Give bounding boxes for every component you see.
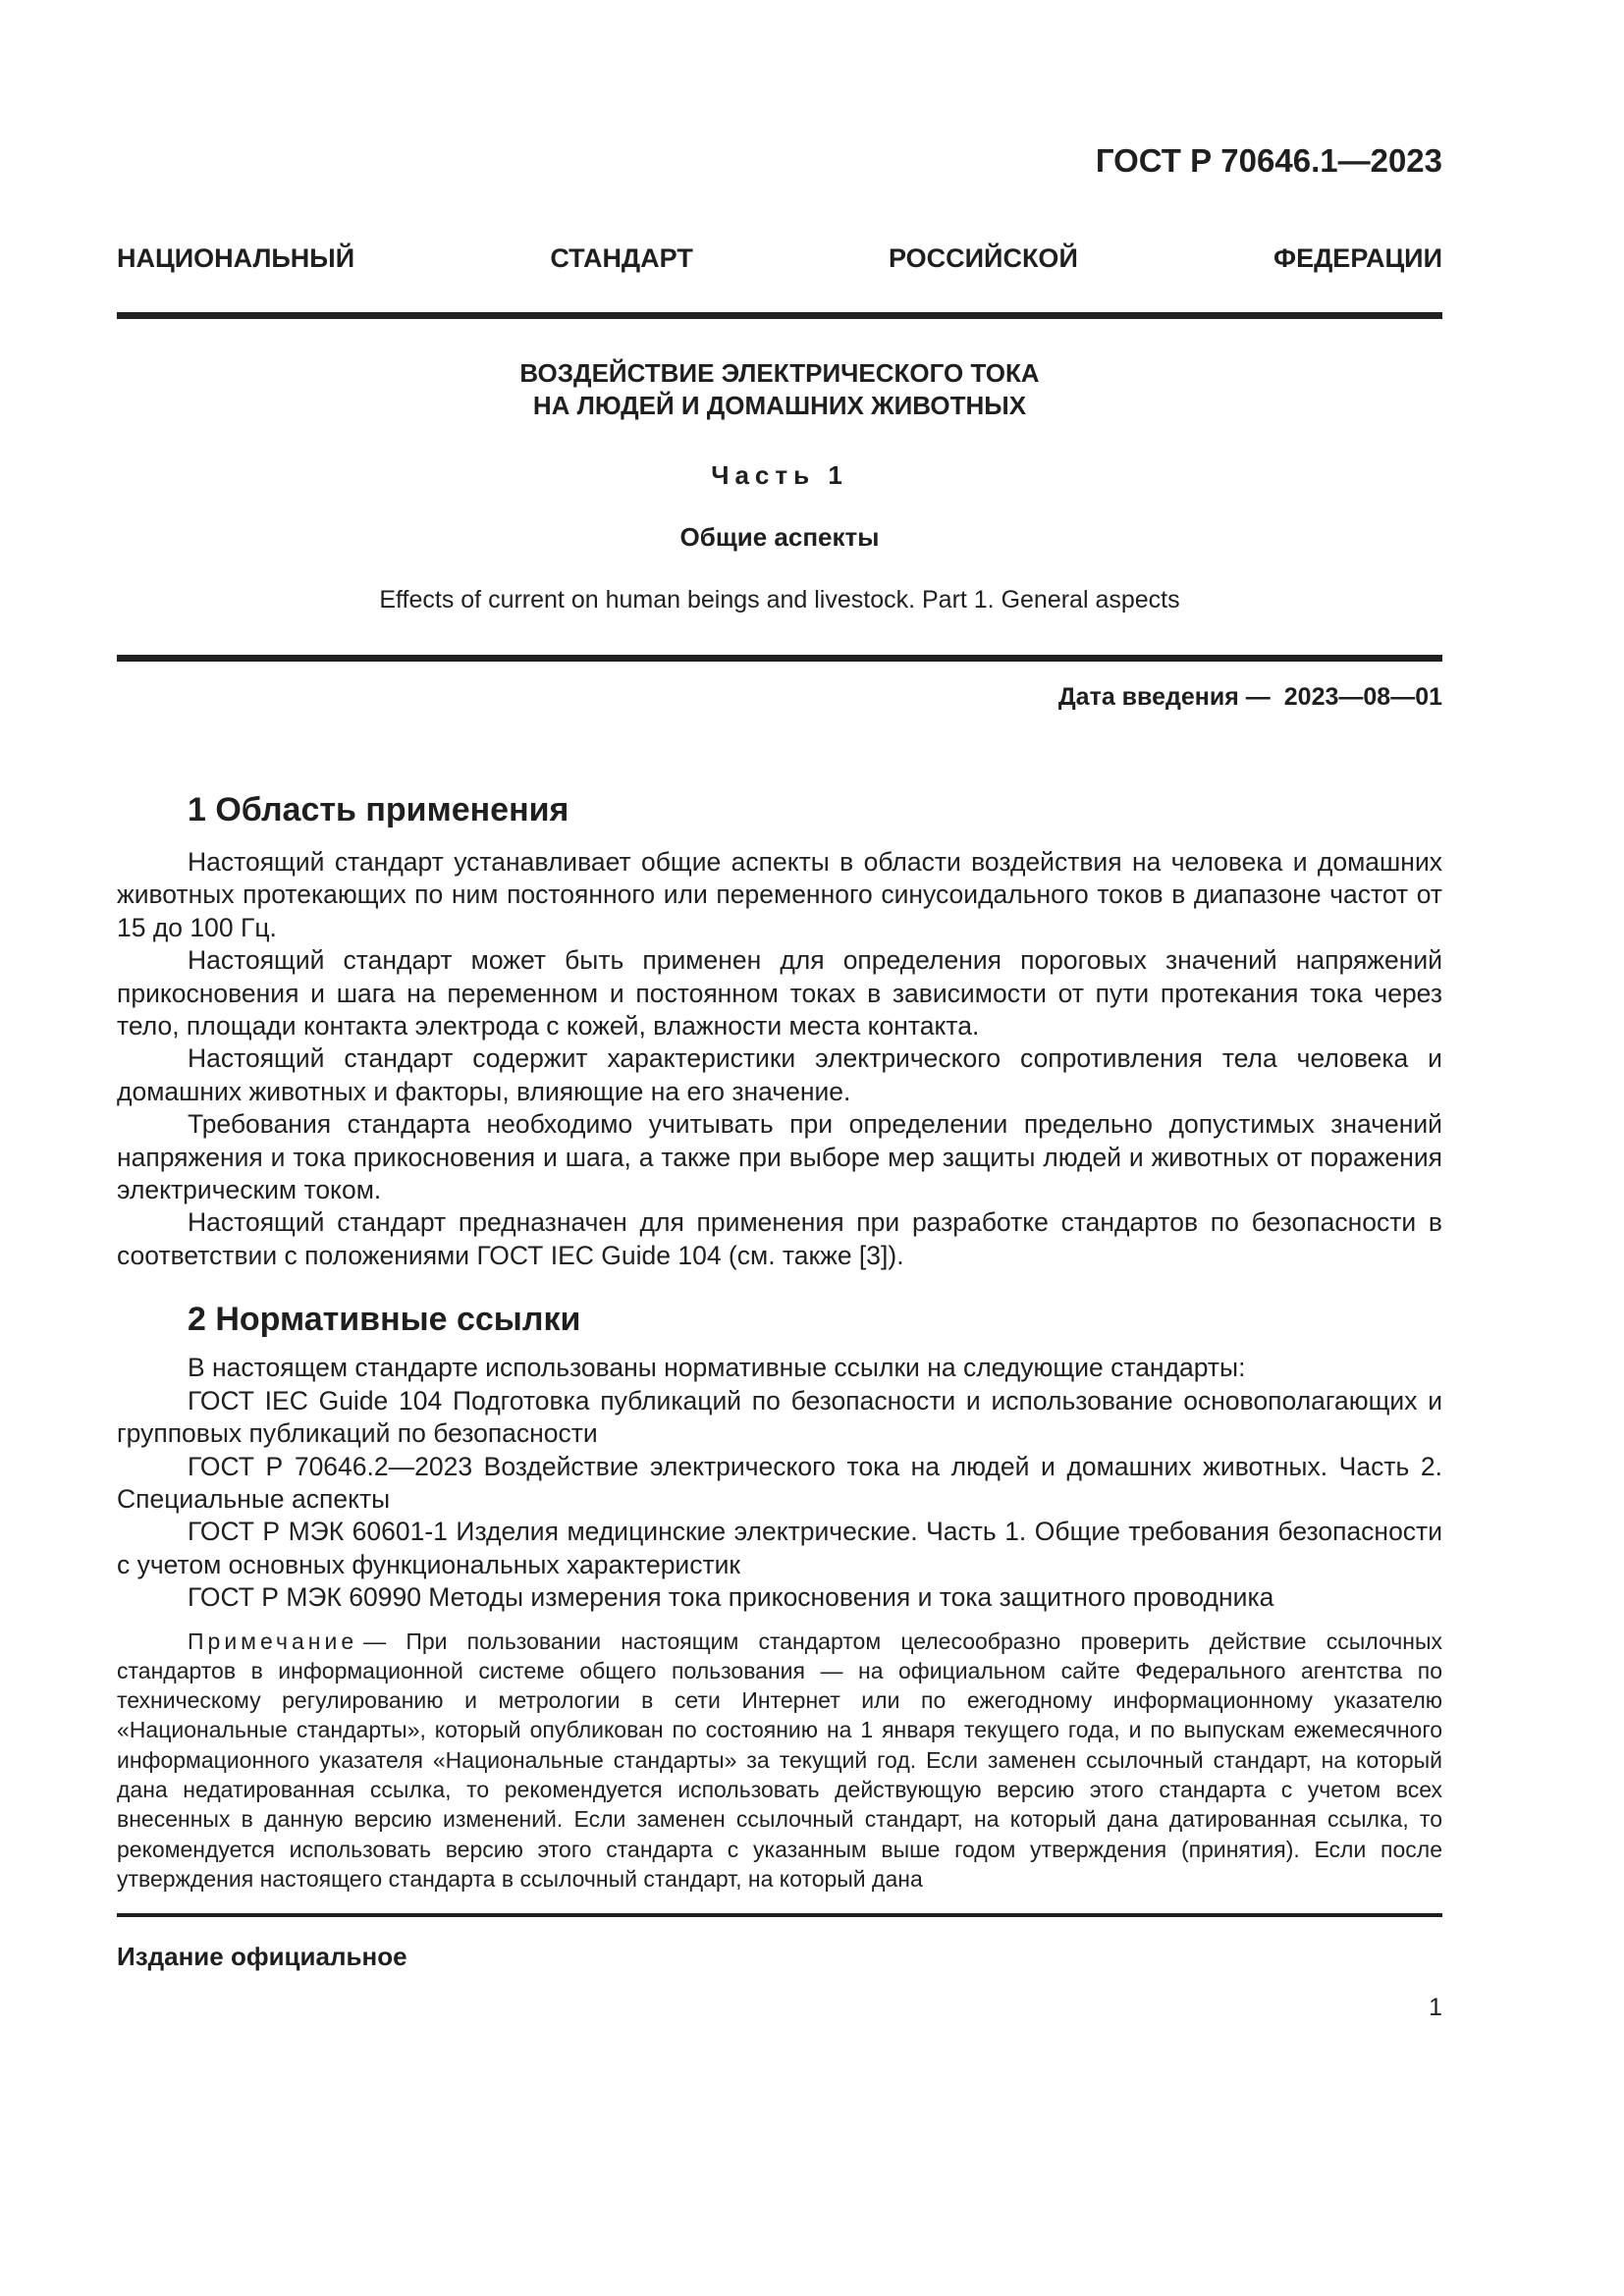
note-text: — При пользовании настоящим стандартом целесообразно проверить действие ссылочных стандартов в информационной системе общего пользования — на официальном сайте Федерального агентства по техническому регулированию и метрологии в сети Интернет или по ежегодному информационному указателю «Национальные стандарты», который опубликован по состоянию на 1 января текущего года, и по выпускам ежемесячного информационного указателя «Национальные стандарты» за текущий год. Если заменен ссылочный стандарт, на который дана недатированная ссылка, то рекомендуется использовать действующую версию этого стандарта с учетом всех внесенных в данную версию изменений. Если заменен ссылочный стандарт, на который дана датированная ссылка, то рекомендуется использовать версию этого стандарта с указанным выше годом утверждения (принятия). Если после утверждения настоящего стандарта в ссылочный стандарт, на который дана [117, 1628, 1442, 1892]
edition-label: Издание официальное [117, 1942, 407, 1972]
section-1-heading: 1 Область применения [188, 791, 569, 828]
title-divider [117, 655, 1442, 662]
section-2-heading: 2 Нормативные ссылки [188, 1301, 581, 1339]
reference-item: ГОСТ Р 70646.2—2023 Воздействие электрического тока на людей и домашних животных. Часть 2. Специальные аспекты [117, 1451, 1442, 1514]
title-block [117, 357, 1442, 616]
intro-date-value: 2023—08—01 [1283, 683, 1442, 711]
reference-item: ГОСТ Р МЭК 60990 Методы измерения тока прикосновения и тока защитного проводника [188, 1582, 1274, 1613]
section-1-paragraph: Настоящий стандарт содержит характеристики электрического сопротивления тела человека и домашних животных и факторы, влияющие на его значение. [117, 1043, 1442, 1106]
intro-date-label: Дата введения — [1057, 683, 1271, 711]
part-label: Часть 1 [711, 460, 848, 490]
section-1-paragraph: Требования стандарта необходимо учитывать при определении предельно допустимых значений напряжения и тока прикосновения и шага, а также при выборе мер защиты людей и животных от поражения электрическим током. [117, 1109, 1442, 1205]
footer-divider [117, 1913, 1442, 1917]
section-1-paragraph: Настоящий стандарт может быть применен для определения пороговых значений напряжений прикосновения и шага на переменном и постоянном токах в зависимости от пути протекания тока через тело, площади контакта электрода с кожей, влажности места контакта. [117, 945, 1442, 1041]
note-label: Примечание [188, 1628, 358, 1654]
section-2-paragraph: В настоящем стандарте использованы нормативные ссылки на следующие стандарты: [188, 1353, 1246, 1383]
reference-item: ГОСТ Р МЭК 60601-1 Изделия медицинские электрические. Часть 1. Общие требования безопасности с учетом основных функциональных характеристик [117, 1517, 1442, 1579]
part-subtitle: Общие аспекты [679, 522, 880, 552]
document-number: ГОСТ Р 70646.1—2023 [1095, 142, 1442, 179]
reference-item: ГОСТ IEC Guide 104 Подготовка публикаций по безопасности и использование основополагающих и групповых публикаций по безопасности [117, 1385, 1442, 1449]
english-title: Effects of current on human beings and livestock. Part 1. General aspects [379, 586, 1180, 614]
top-divider [117, 312, 1442, 319]
title-line-2: НА ЛЮДЕЙ И ДОМАШНИХ ЖИВОТНЫХ [532, 391, 1027, 420]
section-1-paragraph: Настоящий стандарт устанавливает общие аспекты в области воздействия на человека и домашних животных протекающих по ним постоянного или переменного синусоидального токов в диапазоне частот от 15 до 100 Гц. [117, 847, 1442, 942]
note-paragraph [117, 1627, 1442, 1895]
page-number: 1 [1429, 1994, 1442, 2022]
title-line-1: ВОЗДЕЙСТВИЕ ЭЛЕКТРИЧЕСКОГО ТОКА [519, 358, 1040, 388]
standard-series-title: НАЦИОНАЛЬНЫЙ СТАНДАРТ РОССИЙСКОЙ ФЕДЕРАЦИИ [117, 243, 1442, 273]
intro-date [117, 681, 1442, 714]
section-1-paragraph: Настоящий стандарт предназначен для применения при разработке стандартов по безопасности в соответствии с положениями ГОСТ IEC Guide 104 (см. также [3]). [117, 1207, 1442, 1270]
